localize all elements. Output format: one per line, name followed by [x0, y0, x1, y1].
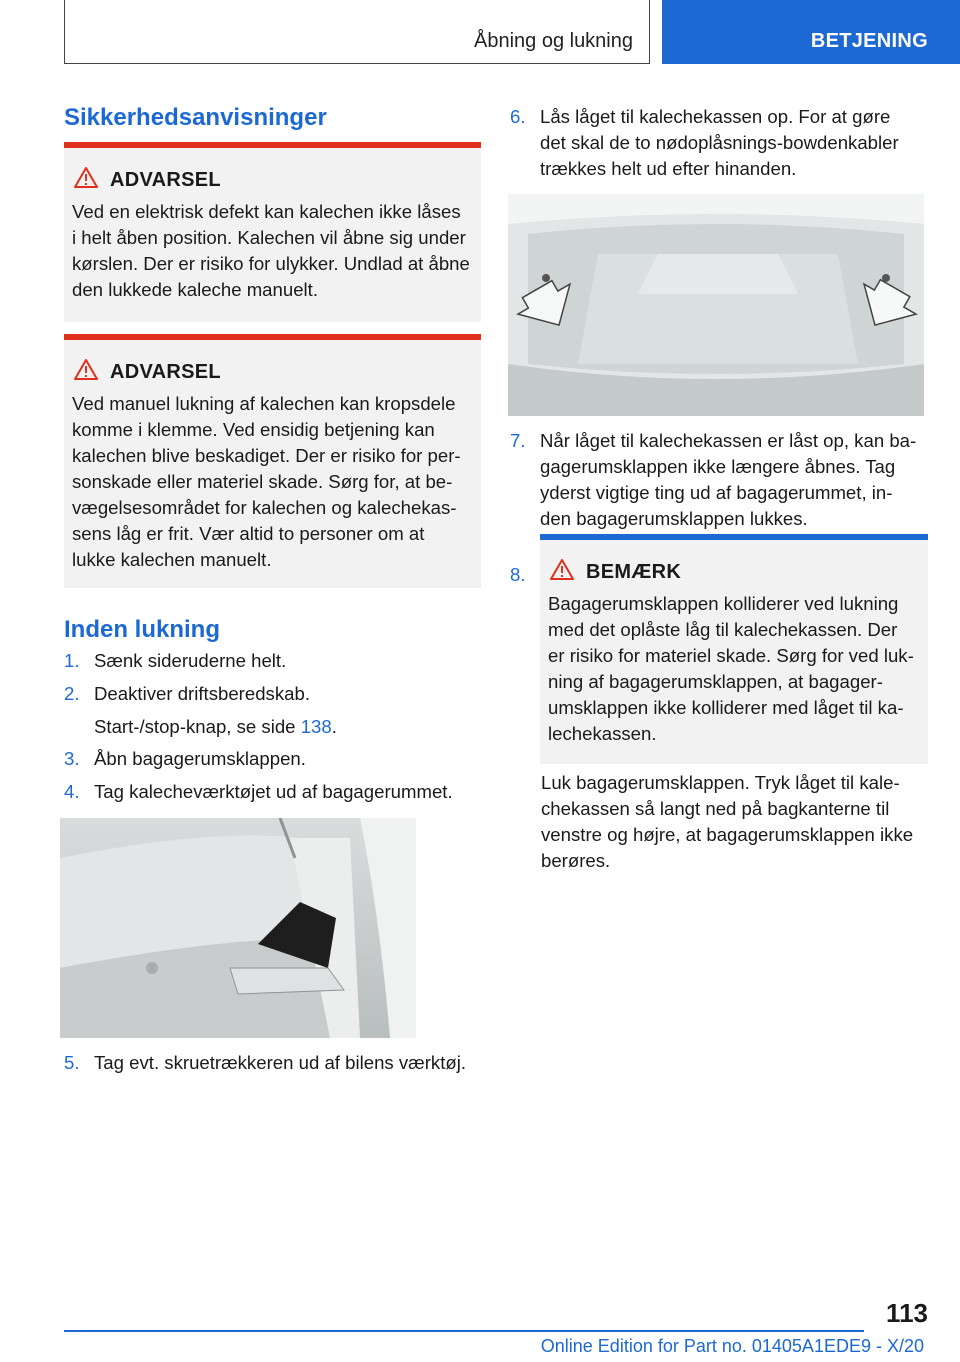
closing-paragraph: Luk bagagerumsklappen. Tryk låget til kale- chekassen så langt ned på bagkanterne til venstre og højre, at bagagerumsklappen ikke berøres.: [541, 772, 914, 871]
warning-box-1: [64, 142, 481, 322]
top-compartment-photo: [508, 194, 924, 416]
note-bar: [540, 534, 928, 540]
note-label: BEMÆRK: [586, 561, 682, 583]
warning-text: Ved manuel lukning af kalechen kan kropsdele komme i klemme. Ved ensidig betjening kan kalechen blive beskadiget. Der er risiko for per- sonskade eller materiel skade. Sørg for, at be- vægelsesområdet for kalechen og kalechekas- sens låg er frit. Vær altid to personer om at lukke kalechen manuelt.: [72, 393, 461, 570]
warning-triangle-icon: [550, 558, 574, 580]
header-section-tab: [64, 0, 650, 64]
note-text: Bagagerumsklappen kolliderer ved lukning med det oplåste låg til kalechekassen. Der er risiko for materiel skade. Sørg for ved luk- ning af bagagerumsklappen, at bagager- umsklappen ikke kolliderer med låget til ka- lechekassen.: [548, 593, 914, 744]
warning-text: Ved en elektrisk defekt kan kalechen ikke låses i helt åben position. Kalechen vil åbne sig under kørslen. Der er risiko for ulykker. Undlad at åbne den lukkede kaleche manuelt.: [72, 201, 470, 300]
trunk-tool-photo: [60, 818, 416, 1038]
header-chapter-title: BETJENING: [810, 30, 928, 52]
header-chapter-tab: [662, 0, 960, 64]
page-link[interactable]: 138: [300, 716, 332, 737]
note-box: [540, 534, 928, 764]
warning-box-2: [64, 334, 481, 588]
footer-edition: Online Edition for Part no. 01405A1EDE9 - X/20: [540, 1336, 924, 1356]
warning-triangle-icon: [74, 358, 98, 380]
safety-heading: Sikkerhedsanvisninger: [64, 104, 327, 131]
before-closing-heading: Inden lukning: [64, 616, 220, 643]
warning-bar: [64, 142, 481, 148]
warning-label: ADVARSEL: [110, 361, 221, 383]
warning-label: ADVARSEL: [110, 169, 221, 191]
warning-bar: [64, 334, 481, 340]
warning-triangle-icon: [74, 166, 98, 188]
footer-divider: [64, 1330, 864, 1332]
page-number: 113: [886, 1298, 928, 1328]
header-section-title: Åbning og lukning: [473, 30, 633, 52]
